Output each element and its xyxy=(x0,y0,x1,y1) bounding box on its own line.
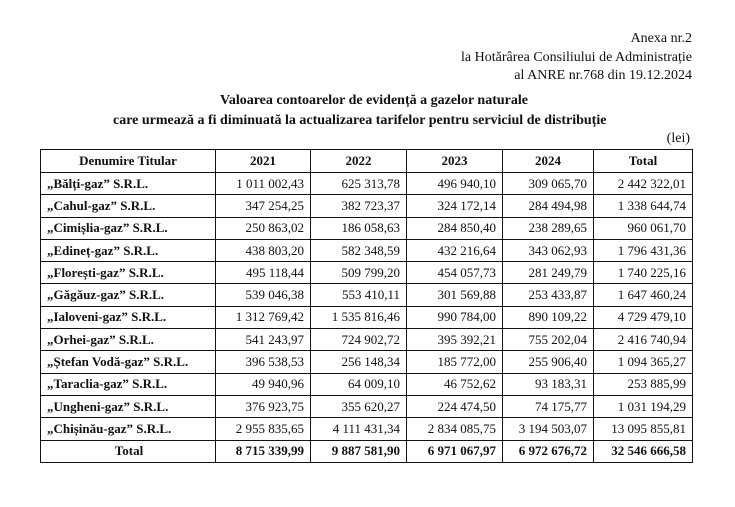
holder-name-cell: „Chișinău-gaz” S.R.L. xyxy=(41,418,216,440)
holder-name-cell: „Găgăuz-gaz” S.R.L. xyxy=(41,284,216,306)
holder-name-cell: „Ialoveni-gaz” S.R.L. xyxy=(41,306,216,328)
table-row xyxy=(41,217,693,239)
table-row xyxy=(41,395,693,417)
value-2021-cell: 1 011 002,43 xyxy=(216,173,311,195)
value-2023-cell: 432 216,64 xyxy=(407,239,503,261)
table-row xyxy=(41,284,693,306)
holder-name-cell: „Orhei-gaz” S.R.L. xyxy=(41,329,216,351)
holder-name-cell: „Florești-gaz” S.R.L. xyxy=(41,262,216,284)
row-total-cell: 13 095 855,81 xyxy=(594,418,693,440)
meters-value-table xyxy=(40,149,693,463)
row-total-cell: 2 442 322,01 xyxy=(594,173,693,195)
value-2022-cell: 64 009,10 xyxy=(311,373,407,395)
value-2021-cell: 1 312 769,42 xyxy=(216,306,311,328)
value-2021-cell: 541 243,97 xyxy=(216,329,311,351)
value-2023-cell: 185 772,00 xyxy=(407,351,503,373)
row-total-cell: 1 647 460,24 xyxy=(594,284,693,306)
value-2021-cell: 49 940,96 xyxy=(216,373,311,395)
value-2022-cell: 509 799,20 xyxy=(311,262,407,284)
value-2021-cell: 347 254,25 xyxy=(216,195,311,217)
value-2022-cell: 582 348,59 xyxy=(311,239,407,261)
annex-number: Anexa nr.2 xyxy=(630,31,692,46)
holder-name-cell: „Taraclia-gaz” S.R.L. xyxy=(41,373,216,395)
annex-decision: la Hotărârea Consiliului de Administrație xyxy=(461,49,692,65)
table-row xyxy=(41,306,693,328)
value-2021-cell: 376 923,75 xyxy=(216,395,311,417)
value-2024-cell: 93 183,31 xyxy=(503,373,594,395)
row-total-cell: 4 729 479,10 xyxy=(594,306,693,328)
row-total-cell: 2 416 740,94 xyxy=(594,329,693,351)
table-row xyxy=(41,239,693,261)
row-total-cell: 253 885,99 xyxy=(594,373,693,395)
value-2022-cell: 186 058,63 xyxy=(311,217,407,239)
header-total: Total xyxy=(594,150,693,173)
row-total-cell: 1 031 194,29 xyxy=(594,395,693,417)
table-row xyxy=(41,329,693,351)
value-2022-cell: 625 313,78 xyxy=(311,173,407,195)
table-row xyxy=(41,195,693,217)
value-2023-cell: 496 940,10 xyxy=(407,173,503,195)
row-total-cell: 1 094 365,27 xyxy=(594,351,693,373)
title-line-2: care urmează a fi diminuată la actualizarea tarifelor pentru serviciul de distribuție xyxy=(113,113,607,128)
value-2024-cell: 238 289,65 xyxy=(503,217,594,239)
value-2024-cell: 284 494,98 xyxy=(503,195,594,217)
header-year-2023: 2023 xyxy=(407,150,503,173)
table-row xyxy=(41,373,693,395)
row-total-cell: 1 740 225,16 xyxy=(594,262,693,284)
holder-name-cell: „Edineț-gaz” S.R.L. xyxy=(41,239,216,261)
value-2021-cell: 396 538,53 xyxy=(216,351,311,373)
holder-name-cell: „Ștefan Vodă-gaz” S.R.L. xyxy=(41,351,216,373)
row-total-cell: 1 338 644,74 xyxy=(594,195,693,217)
value-2024-cell: 890 109,22 xyxy=(503,306,594,328)
value-2024-cell: 74 175,77 xyxy=(503,395,594,417)
header-holder-name: Denumire Titular xyxy=(41,150,216,173)
value-2024-cell: 255 906,40 xyxy=(503,351,594,373)
holder-name-cell: „Ungheni-gaz” S.R.L. xyxy=(41,395,216,417)
total-2021: 8 715 339,99 xyxy=(216,440,311,462)
total-2022: 9 887 581,90 xyxy=(311,440,407,462)
value-2023-cell: 454 057,73 xyxy=(407,262,503,284)
value-2021-cell: 539 046,38 xyxy=(216,284,311,306)
value-2024-cell: 309 065,70 xyxy=(503,173,594,195)
value-2022-cell: 4 111 431,34 xyxy=(311,418,407,440)
row-total-cell: 960 061,70 xyxy=(594,217,693,239)
value-2023-cell: 990 784,00 xyxy=(407,306,503,328)
table-row xyxy=(41,262,693,284)
header-year-2024: 2024 xyxy=(503,150,594,173)
value-2021-cell: 2 955 835,65 xyxy=(216,418,311,440)
value-2023-cell: 324 172,14 xyxy=(407,195,503,217)
value-2022-cell: 355 620,27 xyxy=(311,395,407,417)
value-2023-cell: 395 392,21 xyxy=(407,329,503,351)
table-row xyxy=(41,351,693,373)
annex-reference: al ANRE nr.768 din 19.12.2024 xyxy=(514,68,692,83)
value-2021-cell: 250 863,02 xyxy=(216,217,311,239)
holder-name-cell: „Cahul-gaz” S.R.L. xyxy=(41,195,216,217)
table-header-row xyxy=(41,150,693,173)
value-2023-cell: 46 752,62 xyxy=(407,373,503,395)
value-2024-cell: 755 202,04 xyxy=(503,329,594,351)
title-line-1: Valoarea contoarelor de evidență a gazelor naturale xyxy=(220,93,528,108)
holder-name-cell: „Cimișlia-gaz” S.R.L. xyxy=(41,217,216,239)
value-2022-cell: 1 535 816,46 xyxy=(311,306,407,328)
table-row xyxy=(41,173,693,195)
value-2023-cell: 2 834 085,75 xyxy=(407,418,503,440)
holder-name-cell: „Bălți-gaz” S.R.L. xyxy=(41,173,216,195)
annex-header xyxy=(461,30,692,86)
value-2023-cell: 301 569,88 xyxy=(407,284,503,306)
table-row xyxy=(41,418,693,440)
value-2023-cell: 224 474,50 xyxy=(407,395,503,417)
header-year-2021: 2021 xyxy=(216,150,311,173)
total-label: Total xyxy=(41,440,216,462)
currency-unit: (lei) xyxy=(666,131,690,146)
value-2023-cell: 284 850,40 xyxy=(407,217,503,239)
value-2022-cell: 382 723,37 xyxy=(311,195,407,217)
value-2024-cell: 343 062,93 xyxy=(503,239,594,261)
header-year-2022: 2022 xyxy=(311,150,407,173)
value-2021-cell: 495 118,44 xyxy=(216,262,311,284)
value-2024-cell: 253 433,87 xyxy=(503,284,594,306)
row-total-cell: 1 796 431,36 xyxy=(594,239,693,261)
value-2024-cell: 3 194 503,07 xyxy=(503,418,594,440)
table-total-row xyxy=(41,440,693,462)
value-2024-cell: 281 249,79 xyxy=(503,262,594,284)
value-2022-cell: 256 148,34 xyxy=(311,351,407,373)
total-2023: 6 971 067,97 xyxy=(407,440,503,462)
total-grand: 32 546 666,58 xyxy=(594,440,693,462)
value-2022-cell: 553 410,11 xyxy=(311,284,407,306)
value-2021-cell: 438 803,20 xyxy=(216,239,311,261)
total-2024: 6 972 676,72 xyxy=(503,440,594,462)
value-2022-cell: 724 902,72 xyxy=(311,329,407,351)
